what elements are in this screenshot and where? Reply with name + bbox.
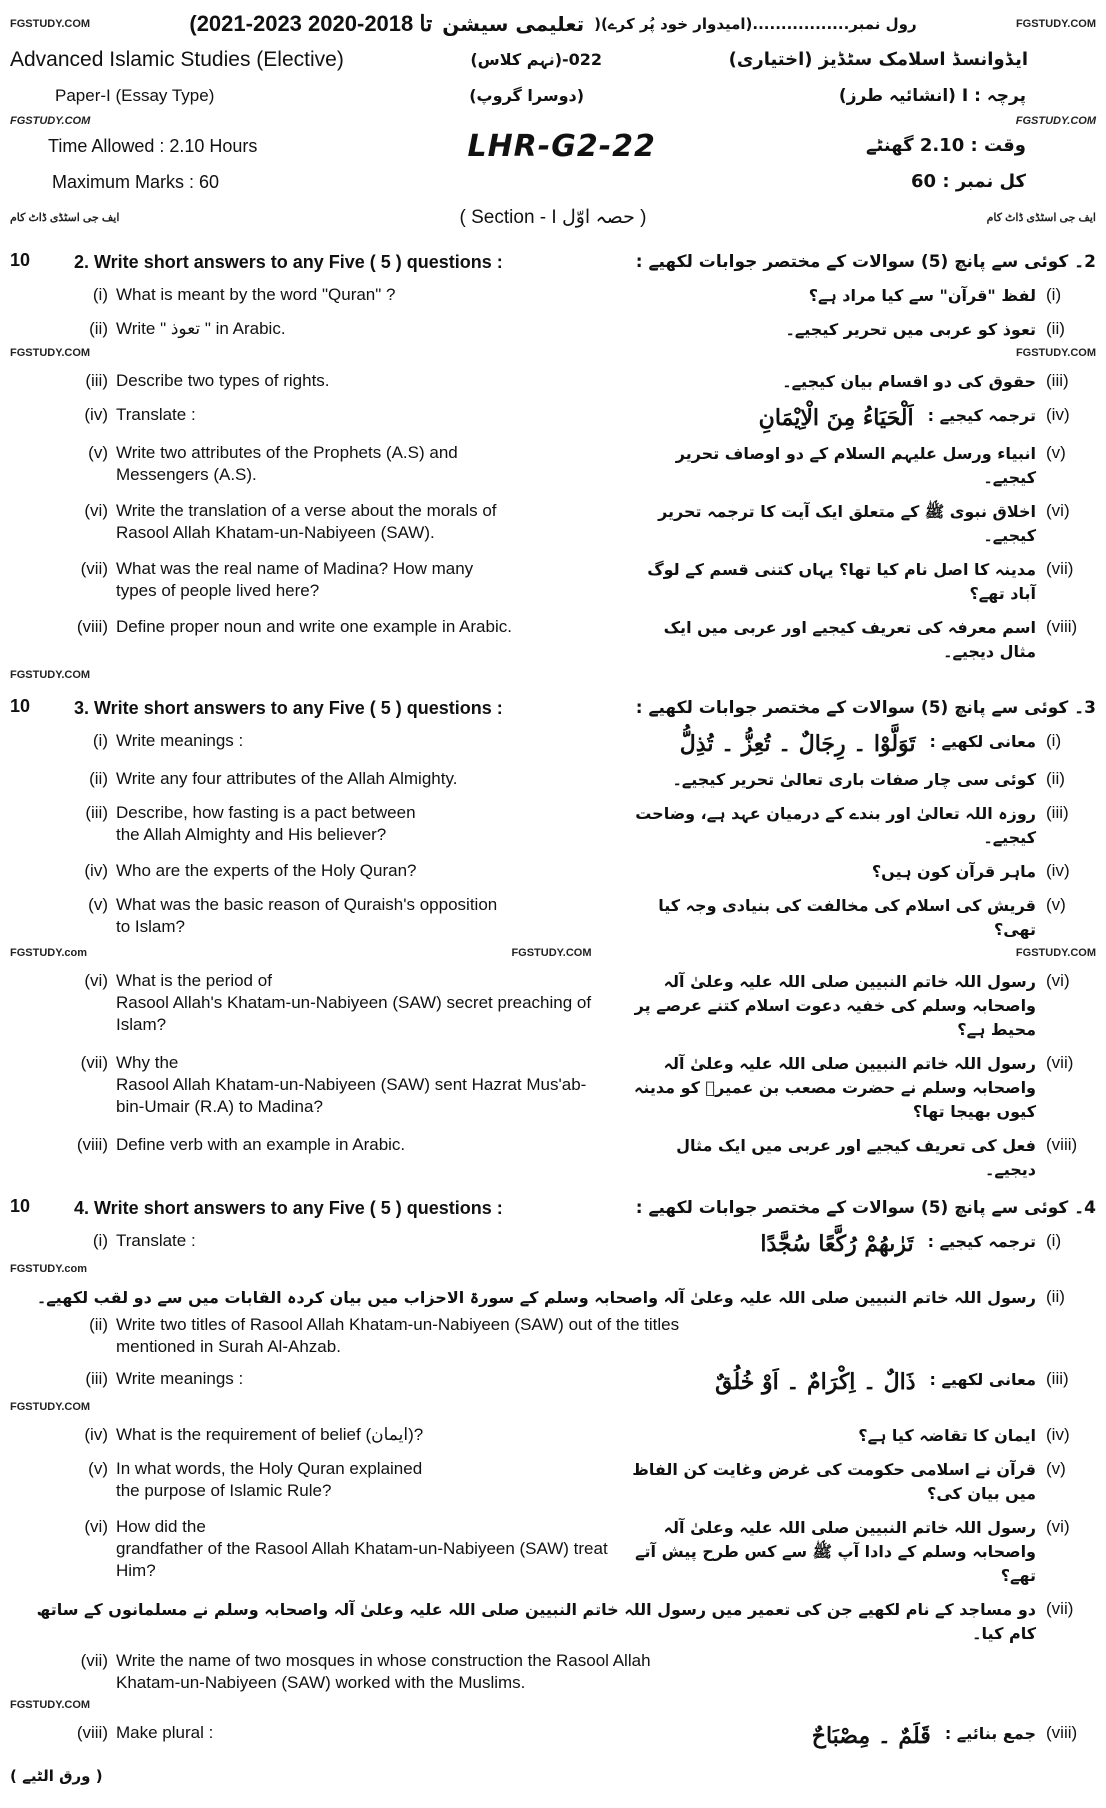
question-text-en: What is the requirement of belief (ایمان)? xyxy=(116,1425,424,1444)
question-item xyxy=(10,370,1096,394)
question-text-en-block xyxy=(116,1458,612,1502)
question-english-part xyxy=(10,370,768,392)
question-heading-en: 4. Write short answers to any Five ( 5 ) questions : xyxy=(74,1198,503,1218)
question-english-part xyxy=(10,730,666,752)
watermark-row xyxy=(10,946,1096,960)
question-number-en: (ii) xyxy=(89,1315,108,1334)
question-urdu-part xyxy=(626,894,1096,942)
session-label-ur: تعلیمی سیشن xyxy=(442,12,585,36)
question-text-en-block xyxy=(116,860,858,882)
question-english-part xyxy=(10,768,659,790)
group-ur: (دوسرا گروپ) xyxy=(469,86,585,105)
question-item xyxy=(10,1052,1096,1124)
question-text-en-block xyxy=(116,1424,844,1446)
question-text-en: Write meanings : xyxy=(116,731,244,750)
question-number-en: (viii) xyxy=(76,617,108,636)
question-urdu-part xyxy=(626,802,1096,850)
question-text-ur: کوئی سی چار صفات باری تعالیٰ تحریر کیجیے۔ xyxy=(672,770,1036,789)
question-item xyxy=(10,284,1096,308)
watermark: FGSTUDY.COM xyxy=(10,347,91,359)
class-code: 022-(نہم کلاس) xyxy=(470,50,603,69)
question-urdu-part xyxy=(673,768,1097,792)
question-text-en: Translate : xyxy=(116,1231,196,1250)
question-english-part xyxy=(10,1516,612,1582)
question-english-part xyxy=(10,404,745,426)
watermark-row xyxy=(10,1698,1096,1712)
watermark-row xyxy=(10,668,1096,682)
question-text-en: mentioned in Surah Al-Ahzab. xyxy=(116,1337,341,1356)
question-text-en: In what words, the Holy Quran explained xyxy=(116,1459,423,1478)
question-heading-en: 3. Write short answers to any Five ( 5 ) questions : xyxy=(74,698,503,718)
watermark: FGSTUDY.COM xyxy=(1015,115,1096,127)
question-text-en: Define proper noun and write one example in Arabic. xyxy=(116,617,512,636)
question-urdu-part xyxy=(626,442,1096,490)
question-text-en-block xyxy=(116,1052,612,1118)
watermark: FGSTUDY.com xyxy=(10,1263,88,1275)
question-english-part xyxy=(10,970,612,1036)
question-text-en: What was the real name of Madina? How many xyxy=(116,559,474,578)
question-text-en: Who are the experts of the Holy Quran? xyxy=(116,861,417,880)
question-text-en-block xyxy=(116,802,612,846)
watermark: FGSTUDY.COM xyxy=(1015,947,1096,959)
question-number-en: (v) xyxy=(88,443,108,462)
question-urdu-part xyxy=(626,1052,1096,1124)
question-urdu-part xyxy=(930,730,1096,754)
watermark: FGSTUDY.COM xyxy=(10,18,91,30)
question-text-en: What is meant by the word "Quran" ? xyxy=(116,285,396,304)
question-number-ur: (v) xyxy=(1046,1459,1066,1478)
question-urdu-part xyxy=(858,1424,1096,1448)
subject-title-en: Advanced Islamic Studies (Elective) xyxy=(10,48,344,71)
section-title: ( Section - I حصہ اوّل ) xyxy=(459,207,647,228)
question-item xyxy=(10,1722,1096,1750)
watermark: FGSTUDY.COM xyxy=(511,947,592,959)
header-subject-row xyxy=(10,42,1096,78)
question-item xyxy=(10,860,1096,884)
question-urdu-part xyxy=(930,1368,1096,1392)
question-urdu-row xyxy=(10,1286,1096,1310)
question-heading-row xyxy=(10,250,1096,274)
question-number-ur: (iv) xyxy=(1046,861,1070,880)
time-allowed-en: Time Allowed : 2.10 Hours xyxy=(48,136,258,156)
watermark: FGSTUDY.COM xyxy=(10,1401,91,1413)
question-text-en: Write meanings : xyxy=(116,1369,244,1388)
question-urdu-part xyxy=(945,1722,1096,1746)
header-marks-row xyxy=(10,164,1096,200)
header-session-row xyxy=(10,6,1096,42)
question-number-ur: (vi) xyxy=(1046,501,1070,520)
question-text-en-block xyxy=(116,284,795,306)
question-number-en: (iii) xyxy=(85,371,108,390)
question-english-part xyxy=(10,1230,746,1252)
question-heading-row xyxy=(10,696,1096,720)
question-urdu-part xyxy=(10,1598,1096,1646)
arabic-text: اَلْحَیَاءُ مِنَ الْاِیْمَانِ xyxy=(758,405,914,431)
question-text-ur: لفظ "قرآن" سے کیا مراد ہے؟ xyxy=(808,286,1036,305)
question-heading-ur: 2۔ کوئی سے پانچ (5) سوالات کے مختصر جوابات لکھیے : xyxy=(635,252,1096,272)
question-item xyxy=(10,318,1096,342)
question-english-part xyxy=(10,1368,701,1390)
question-number-en: (iii) xyxy=(85,1369,108,1388)
watermark: ایف جی اسٹڈی ڈاٹ کام xyxy=(986,212,1096,224)
question-number-en: (iv) xyxy=(84,1425,108,1444)
question-text-en-block xyxy=(116,500,612,544)
question-number-en: (ii) xyxy=(89,319,108,338)
question-text-en: What was the basic reason of Quraish's opposition xyxy=(116,895,498,914)
question-english-part xyxy=(10,1458,612,1502)
question-text-en-block xyxy=(116,318,772,340)
question-text-en: Write two attributes of the Prophets (A.S) and xyxy=(116,443,458,462)
question-number-en: (i) xyxy=(92,285,108,304)
question-urdu-part xyxy=(626,616,1096,664)
question-number-en: (viii) xyxy=(76,1723,108,1742)
question-text-en-block xyxy=(116,1722,798,1744)
question-item xyxy=(10,970,1096,1042)
paper-type-en: Paper-I (Essay Type) xyxy=(55,86,215,105)
watermark: FGSTUDY.com xyxy=(10,947,88,959)
question-text-ur: انبیاء ورسل علیہم السلام کے دو اوصاف تحریر کیجیے۔ xyxy=(675,444,1036,487)
question-text-ur: رسول اللہ خاتم النبیین صلی اللہ علیہ وعلیٰ آلہ واصحابہ وسلم کے سورۃ الاحزاب میں بیان کردہ القابات میں سے دو لقب لکھیے۔ xyxy=(36,1288,1036,1307)
question-text-en-block xyxy=(116,970,612,1036)
question-text-ur: حقوق کی دو اقسام بیان کیجیے۔ xyxy=(782,372,1036,391)
question-english-part xyxy=(10,318,772,340)
question-urdu-part xyxy=(809,284,1096,308)
question-english-part xyxy=(10,860,858,882)
question-number-ur: (vii) xyxy=(1046,559,1074,578)
question-english-part xyxy=(10,616,612,638)
arabic-text: تَرٰىهُمْ رُكَّعًا سُجَّدًا xyxy=(760,1231,914,1257)
question-text-en: Rasool Allah Khatam-un-Nabiyeen (SAW). xyxy=(116,523,435,542)
question-english-part xyxy=(10,802,612,846)
paper-code: LHR-G2-22 xyxy=(467,128,656,164)
watermark: FGSTUDY.COM xyxy=(1015,18,1096,30)
question-item xyxy=(10,1650,1096,1694)
question-text-en: Write any four attributes of the Allah Almighty. xyxy=(116,769,458,788)
question-item xyxy=(10,558,1096,606)
question-text-ur: اخلاق نبوی ﷺ کے متعلق ایک آیت کا ترجمہ تحریر کیجیے۔ xyxy=(658,502,1036,545)
watermark-row xyxy=(10,346,1096,360)
question-number-en: (vi) xyxy=(84,971,108,990)
question-english-part xyxy=(10,1722,798,1744)
question-item xyxy=(10,404,1096,432)
question-item xyxy=(10,730,1096,758)
watermark: FGSTUDY.COM xyxy=(10,115,91,127)
question-english-part xyxy=(10,284,795,306)
question-text-en: Why the xyxy=(116,1053,179,1072)
question-text-ur: فعل کی تعریف کیجیے اور عربی میں ایک مثال دیجیے۔ xyxy=(676,1136,1036,1179)
question-text-en: Make plural : xyxy=(116,1723,214,1742)
question-urdu-row xyxy=(10,1598,1096,1646)
question-item xyxy=(10,1230,1096,1258)
question-text-en-block xyxy=(116,370,768,392)
watermark: FGSTUDY.COM xyxy=(10,669,91,681)
question-text-ur: اسم معرفہ کی تعریف کیجیے اور عربی میں ایک مثال دیجیے۔ xyxy=(663,618,1036,661)
session-years: (2021-2023 تا 2018-2020 xyxy=(189,11,433,36)
question-number-ur: (i) xyxy=(1046,731,1062,750)
question-heading-ur: 4۔ کوئی سے پانچ (5) سوالات کے مختصر جوابات لکھیے : xyxy=(635,1198,1096,1218)
session-group xyxy=(189,11,916,37)
section-row xyxy=(10,200,1096,236)
question-text-en-block xyxy=(116,1368,701,1390)
question-text-en-block xyxy=(116,1134,612,1156)
question-text-en: Translate : xyxy=(116,405,196,424)
question-text-en: Rasool Allah's Khatam-un-Nabiyeen (SAW) secret preaching of Islam? xyxy=(116,993,592,1034)
question-item xyxy=(10,1424,1096,1448)
question-urdu-part xyxy=(928,404,1096,428)
question-english-part xyxy=(10,500,612,544)
question-english-part xyxy=(10,442,612,486)
question-number-en: (vi) xyxy=(84,1517,108,1536)
question-number-ur: (viii) xyxy=(1046,1723,1078,1742)
question-number-en: (vii) xyxy=(80,1651,108,1670)
question-item xyxy=(10,1458,1096,1506)
question-text-ur: ایمان کا تقاضہ کیا ہے؟ xyxy=(858,1426,1036,1445)
question-number-en: (i) xyxy=(92,1231,108,1250)
question-english-part xyxy=(10,1134,612,1156)
question-item xyxy=(10,768,1096,792)
question-number-ur: (vi) xyxy=(1046,1517,1070,1536)
question-text-en: Define verb with an example in Arabic. xyxy=(116,1135,406,1154)
question-number-ur: (iv) xyxy=(1046,1425,1070,1444)
question-item xyxy=(10,616,1096,664)
question-text-en-block xyxy=(116,404,745,426)
question-number-ur: (vi) xyxy=(1046,971,1070,990)
question-number-en: (v) xyxy=(88,895,108,914)
question-item xyxy=(10,1134,1096,1182)
question-number-en: (viii) xyxy=(76,1135,108,1154)
question-english-part xyxy=(10,1052,612,1118)
question-number-ur: (iii) xyxy=(1046,1369,1069,1388)
max-marks-ur: کل نمبر : 60 xyxy=(911,171,1026,192)
question-text-en: Write two titles of Rasool Allah Khatam-un-Nabiyeen (SAW) out of the titles xyxy=(116,1315,680,1334)
question-number-en: (i) xyxy=(92,731,108,750)
question-english-part xyxy=(10,1650,1096,1694)
question-text-en-block xyxy=(116,1230,746,1252)
question-number-ur: (i) xyxy=(1046,285,1062,304)
question-item xyxy=(10,1368,1096,1396)
question-text-ur: رسول اللہ خاتم النبیین صلی اللہ علیہ وعلیٰ آلہ واصحابہ وسلم کے دادا آپ ﷺ سے کس طرح پیش آتے تھے؟ xyxy=(635,1518,1036,1585)
header-watermark-row xyxy=(10,114,1096,128)
question-text-en: Messengers (A.S). xyxy=(116,465,257,484)
question-text-en: Write " تعوذ " in Arabic. xyxy=(116,319,286,338)
header-time-row xyxy=(10,128,1096,164)
question-text-ur: تعوذ کو عربی میں تحریر کیجیے۔ xyxy=(785,320,1036,339)
question-urdu-part xyxy=(626,970,1096,1042)
question-text-ur: رسول اللہ خاتم النبیین صلی اللہ علیہ وعلیٰ آلہ واصحابہ وسلم کی خفیہ دعوت اسلام کتنے عرصے پر محیط ہے؟ xyxy=(634,972,1036,1039)
question-english-part xyxy=(10,558,612,602)
question-text-en: the purpose of Islamic Rule? xyxy=(116,1481,332,1500)
turn-over-note: ( ورق الٹیے ) xyxy=(10,1767,103,1785)
paper-type-ur: پرچہ : I (انشائیہ طرز) xyxy=(838,86,1026,106)
question-number-en: (iv) xyxy=(84,405,108,424)
question-text-en: How did the xyxy=(116,1517,206,1536)
question-text-ur: روزہ اللہ تعالیٰ اور بندے کے درمیان عہد ہے، وضاحت کیجیے۔ xyxy=(635,804,1036,847)
subject-title-ur: ایڈوانسڈ اسلامک سٹڈیز (اختیاری) xyxy=(728,49,1028,70)
question-heading-en: 2. Write short answers to any Five ( 5 ) questions : xyxy=(74,252,503,272)
question-heading-row xyxy=(10,1196,1096,1220)
question-urdu-part xyxy=(872,860,1096,884)
question-urdu-part xyxy=(928,1230,1096,1254)
question-english-part xyxy=(10,894,612,938)
question-urdu-part xyxy=(626,500,1096,548)
watermark-row xyxy=(10,1400,1096,1414)
question-number-ur: (vii) xyxy=(1046,1599,1074,1618)
question-number-ur: (vii) xyxy=(1046,1053,1074,1072)
arabic-text: تَوَلَّوْا ۔ رِجَالٌ ۔ تُعِزُّ ۔ تُذِلُّ xyxy=(679,731,916,757)
question-number-ur: (viii) xyxy=(1046,617,1078,636)
question-text-en: the Allah Almighty and His believer? xyxy=(116,825,387,844)
question-urdu-part xyxy=(786,318,1096,342)
question-number-ur: (ii) xyxy=(1046,319,1065,338)
question-number-en: (iii) xyxy=(85,803,108,822)
question-text-en: Describe two types of rights. xyxy=(116,371,330,390)
watermark: ایف جی اسٹڈی ڈاٹ کام xyxy=(10,212,120,224)
question-text-ur: قریش کی اسلام کی مخالفت کی بنیادی وجہ کیا تھی؟ xyxy=(658,896,1036,939)
question-item xyxy=(10,1516,1096,1588)
question-text-en-block xyxy=(116,1650,1096,1694)
question-urdu-part xyxy=(626,1516,1096,1588)
question-text-en-block xyxy=(116,442,612,486)
time-allowed-ur: وقت : 2.10 گھنٹے xyxy=(865,135,1026,156)
question-text-en: grandfather of the Rasool Allah Khatam-un-Nabiyeen (SAW) treat Him? xyxy=(116,1539,608,1580)
question-text-en: What is the period of xyxy=(116,971,272,990)
question-text-en-block xyxy=(116,894,612,938)
roll-number-field: رول نمبر.................(امیدوار خود پُر کرے)( xyxy=(594,15,917,33)
question-urdu-part xyxy=(626,1134,1096,1182)
question-urdu-part xyxy=(626,558,1096,606)
question-item xyxy=(10,894,1096,942)
question-number-en: (v) xyxy=(88,1459,108,1478)
header-paper-row xyxy=(10,78,1096,114)
question-number-ur: (iii) xyxy=(1046,371,1069,390)
question-text-ur: مدینہ کا اصل نام کیا تھا؟ یہاں کتنی قسم کے لوگ آباد تھے؟ xyxy=(647,560,1036,603)
question-marks: 10 xyxy=(10,250,31,270)
question-text-en-block xyxy=(116,558,612,602)
question-urdu-part xyxy=(782,370,1096,394)
question-number-ur: (iii) xyxy=(1046,803,1069,822)
question-text-en: Write the translation of a verse about the morals of xyxy=(116,501,497,520)
question-text-en: Rasool Allah Khatam-un-Nabiyeen (SAW) sent Hazrat Mus'ab-bin-Umair (R.A) to Madina? xyxy=(116,1075,587,1116)
question-text-en: Khatam-un-Nabiyeen (SAW) worked with the Muslims. xyxy=(116,1673,526,1692)
question-number-en: (vii) xyxy=(80,1053,108,1072)
question-text-ur: دو مساجد کے نام لکھیے جن کی تعمیر میں رسول اللہ خاتم النبیین صلی اللہ علیہ وعلیٰ آلہ واصحابہ وسلم نے مسلمانوں کے ساتھ کام کیا۔ xyxy=(36,1600,1036,1643)
question-text-en-block xyxy=(116,730,666,752)
question-text-en: Describe, how fasting is a pact between xyxy=(116,803,416,822)
question-text-ur: معانی لکھیے : xyxy=(929,1370,1036,1389)
watermark-row xyxy=(10,1262,1096,1276)
max-marks-en: Maximum Marks : 60 xyxy=(52,172,220,192)
question-text-ur: ماہر قرآن کون ہیں؟ xyxy=(871,862,1036,881)
question-urdu-part xyxy=(626,1458,1096,1506)
question-number-ur: (v) xyxy=(1046,895,1066,914)
question-number-en: (vii) xyxy=(80,559,108,578)
question-number-en: (vi) xyxy=(84,501,108,520)
question-text-ur: جمع بنائیے : xyxy=(944,1724,1036,1743)
question-number-ur: (viii) xyxy=(1046,1135,1078,1154)
question-item xyxy=(10,442,1096,490)
question-text-en-block xyxy=(116,1314,1096,1358)
question-number-en: (ii) xyxy=(89,769,108,788)
questions-container xyxy=(10,250,1096,1750)
question-number-ur: (ii) xyxy=(1046,1287,1065,1306)
watermark: FGSTUDY.COM xyxy=(1015,347,1096,359)
question-text-ur: رسول اللہ خاتم النبیین صلی اللہ علیہ وعلیٰ آلہ واصحابہ وسلم نے حضرت مصعب بن عمیرؓ کو مدینہ کیوں بھیجا تھا؟ xyxy=(633,1054,1036,1121)
question-number-ur: (v) xyxy=(1046,443,1066,462)
question-text-en-block xyxy=(116,1516,612,1582)
question-number-ur: (i) xyxy=(1046,1231,1062,1250)
watermark: FGSTUDY.COM xyxy=(10,1699,91,1711)
question-text-ur: ترجمہ کیجیے : xyxy=(927,406,1036,425)
question-text-ur: ترجمہ کیجیے : xyxy=(927,1232,1036,1251)
question-text-en: Write the name of two mosques in whose construction the Rasool Allah xyxy=(116,1651,651,1670)
question-heading-ur: 3۔ کوئی سے پانچ (5) سوالات کے مختصر جوابات لکھیے : xyxy=(635,698,1096,718)
question-item xyxy=(10,1314,1096,1358)
question-text-ur: قرآن نے اسلامی حکومت کی غرض وغایت کن الفاظ میں بیان کی؟ xyxy=(632,1460,1036,1503)
question-number-ur: (iv) xyxy=(1046,405,1070,424)
arabic-text: قَلَمٌ ۔ مِصْبَاحٌ xyxy=(811,1723,931,1749)
question-marks: 10 xyxy=(10,696,31,716)
question-item xyxy=(10,500,1096,548)
question-english-part xyxy=(10,1314,1096,1358)
question-number-en: (iv) xyxy=(84,861,108,880)
question-marks: 10 xyxy=(10,1196,31,1216)
question-number-ur: (ii) xyxy=(1046,769,1065,788)
question-text-ur: معانی لکھیے : xyxy=(929,732,1036,751)
question-text-en: types of people lived here? xyxy=(116,581,320,600)
question-text-en-block xyxy=(116,616,612,638)
question-text-en: to Islam? xyxy=(116,917,185,936)
question-item xyxy=(10,802,1096,850)
question-text-en-block xyxy=(116,768,659,790)
question-urdu-part xyxy=(10,1286,1096,1310)
arabic-text: ذَالٌ ۔ اِكْرَامٌ ۔ اَوْ خُلُقٌ xyxy=(715,1369,916,1395)
question-english-part xyxy=(10,1424,844,1446)
